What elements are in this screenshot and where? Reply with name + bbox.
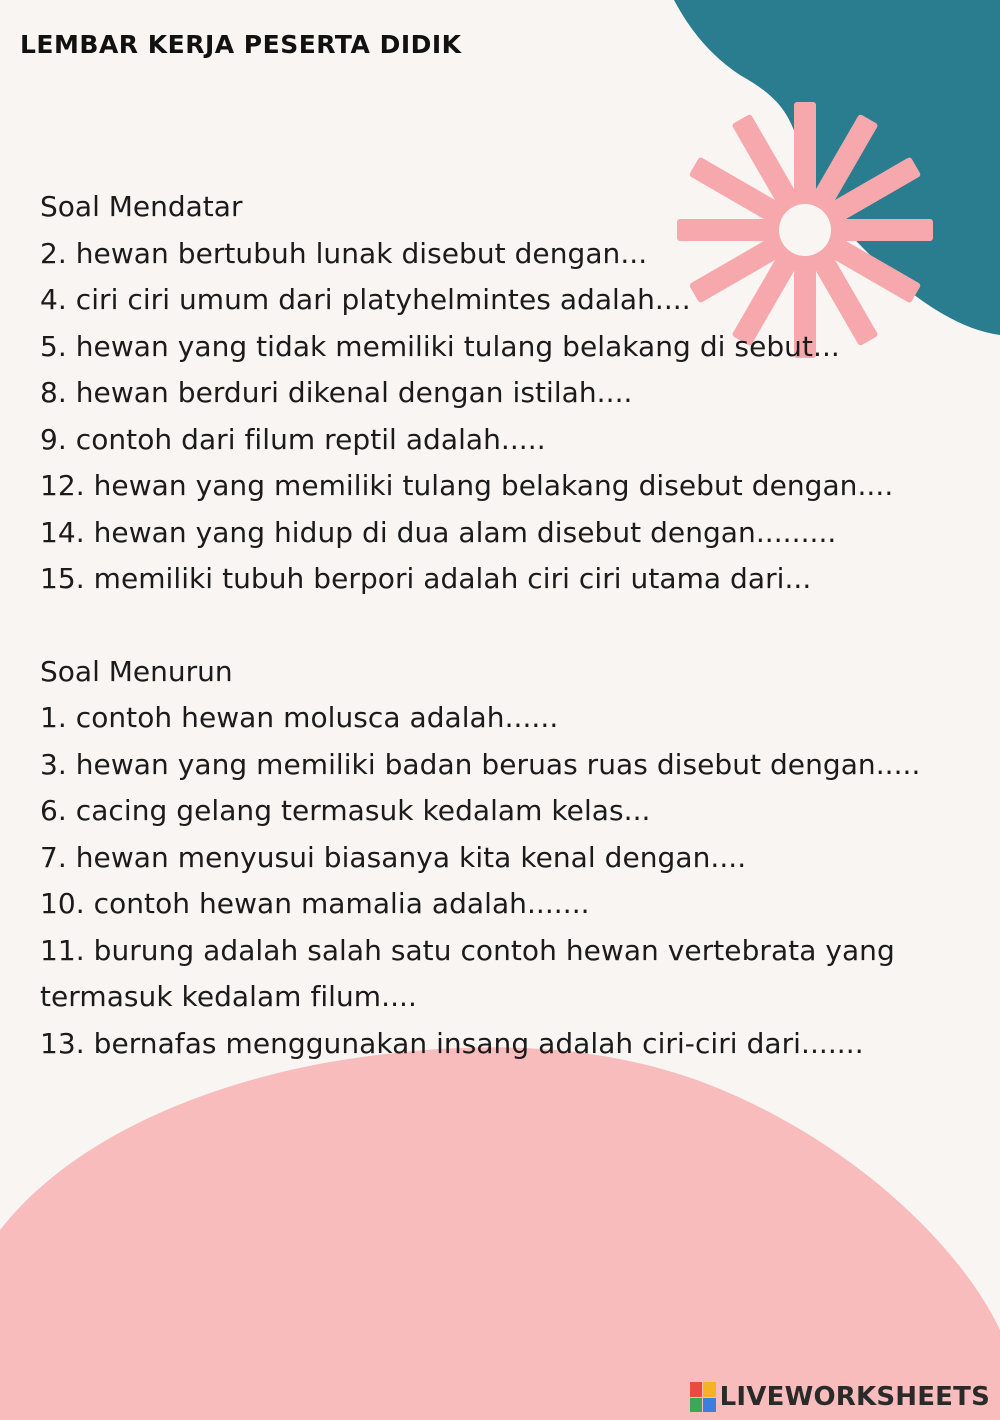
mendatar-heading: Soal Mendatar <box>40 190 243 223</box>
question-item: 6. cacing gelang termasuk kedalam kelas... <box>40 794 651 827</box>
section-spacer <box>40 603 955 649</box>
question-item: 12. hewan yang memiliki tulang belakang disebut dengan.... <box>40 469 894 502</box>
question-item: 1. contoh hewan molusca adalah...... <box>40 701 559 734</box>
question-item: 14. hewan yang hidup di dua alam disebut dengan......... <box>40 515 837 549</box>
question-item: 15. memiliki tubuh berpori adalah ciri ciri utama dari... <box>40 562 812 595</box>
menurun-heading: Soal Menurun <box>40 654 233 688</box>
questions-content <box>40 184 955 1067</box>
question-item: 8. hewan berduri dikenal dengan istilah.... <box>40 376 633 409</box>
question-item: 4. ciri ciri umum dari platyhelmintes adalah.... <box>40 283 691 316</box>
question-item: 7. hewan menyusui biasanya kita kenal dengan.... <box>40 840 747 874</box>
question-item: 2. hewan bertubuh lunak disebut dengan... <box>40 236 648 270</box>
question-item: 10. contoh hewan mamalia adalah....... <box>40 887 590 920</box>
liveworksheets-brand[interactable] <box>690 1380 990 1414</box>
question-item: 5. hewan yang tidak memiliki tulang belakang di sebut... <box>40 329 840 363</box>
question-item: 3. hewan yang memiliki badan beruas ruas disebut dengan..... <box>40 747 921 781</box>
page-title: LEMBAR KERJA PESERTA DIDIK <box>20 30 462 59</box>
brand-name: LIVEWORKSHEETS <box>719 1382 990 1412</box>
question-item: 13. bernafas menggunakan insang adalah ciri-ciri dari....... <box>40 1026 864 1060</box>
question-item: 11. burung adalah salah satu contoh hewan vertebrata yang termasuk kedalam filum.... <box>40 933 895 1013</box>
liveworksheets-logo-icon <box>690 1382 716 1412</box>
question-item: 9. contoh dari filum reptil adalah..... <box>40 422 546 456</box>
pink-dome-shape <box>0 1047 1000 1420</box>
